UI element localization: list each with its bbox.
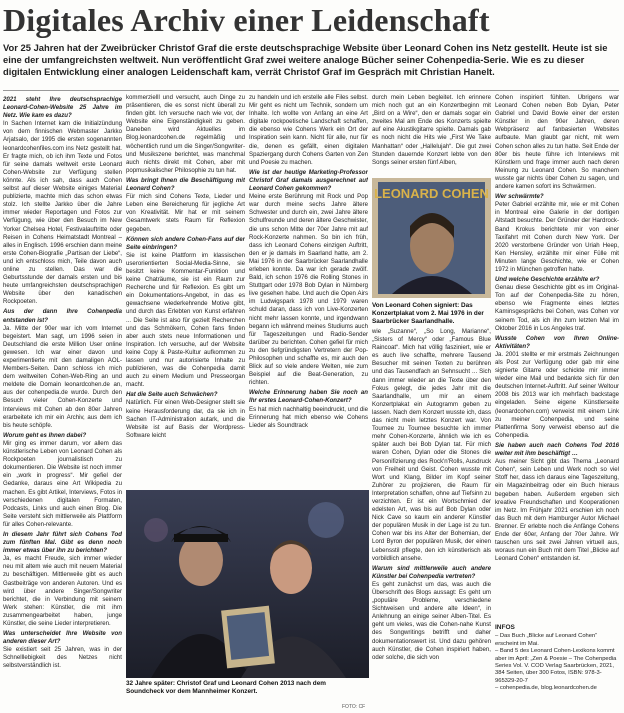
info-item: – Das Buch „Blicke auf Leonard Cohen“ erscheint im Mai.	[495, 633, 619, 648]
interview-question: Und welche Geschichte erzählte er?	[495, 276, 600, 284]
interview-answer: Ja. Mitte der 90er war ich vom Internet begeistert. Man sagt, um 1996 seien in Deutschland die erste Million User online gewesen. Ich war einer davon und experimentierte mit den damaligen AOL-Members-Seiten. Dann schloss ich mich dem weltweiten Cohen-Web-Ring an und meldete die Domain leonardcohen.de an, aus der cohenpedia.de wurde. Durch den Besuch vieler Cohen-Konzerte und Interviews mit Cohen ab den 80er Jahren erarbeitete ich mir ein Archiv, aus dem ich bis heute schöpfe.	[3, 324, 122, 429]
interview-answer: Ja, es macht Freude, sich immer wieder neu mit altem wie auch mit neuem Material zu beschäftigen. Mittlerweile gibt es auch Gastbeiträge von anderen Autoren. Und es wird über andere Singer/Songwriter berichtet, die in Verbindung mit seinem Werk stehen: Künstler, die mit ihm zusammengearbeitet haben, junge Künstler, die seine Lieder interpretieren.	[3, 555, 122, 627]
interview-answer: Meine erste Berührung mit Rock und Pop war durch meine sechs Jahre ältere Schwester und durch ein, zwei Jahre ältere Schulfreunde und deren ältere Geschwister, die uns schon Mitte der 70er Jahre mit auf Rock-Konzerte nahmen. So bin ich früh, dass ich Leonard Cohens einzigen Auftritt, den er je damals im Saarland hatte, am 2. Mai 1976 in der Saarbrücker Saarlandhalle erleben konnte. Da war ich gerade zwölf. Bald, ich schon 1976 die Rolling Stones in Stuttgart oder 1978 Bob Dylan in Nürnberg live gesehen habe. Und auch die Open Airs im Ludwigspark 1978 und 1979 waren schuld daran, dass ich von Live-Konzerten nicht mehr lassen konnte, und irgendwann begann ich während meines Studiums auch für Tageszeitungen und Radio-Sender darüber zu berichten. Cohen gefiel für mich zu den tiefgründigsten Vertretern der Pop-Philosophen und schaffte es, mir auch den Blick auf so viele andere Welten, wie zum Beispiel auf die Beat-Generation, zu richten.	[249, 193, 368, 387]
interview-answer: Es geht zunächst um das, was auch die Überschrift des Blogs aussagt: Es geht um „populäre Probleme, verschiedene Sichtweisen und andere alte Ideen“, in Anlehnung an einige seiner Alben-Titel. Es geht um vieles, was die Cohen-nahe Kunst des Songwritings betrifft und daher dokumentationswert ist. Und dazu gehören auch Künstler, die Cohen inspiriert haben, oder solche, die sich von	[372, 580, 491, 661]
column-4-continued	[372, 328, 491, 710]
interview-answer: wie „Suzanne“, „So Long, Marianne“, „Sisters of Mercy“ oder „Famous Blue Raincoat“. Mich hat völlig fasziniert, wie er es auch live schaffte, mehrere Tausend Besucher mit seinen Texten zu berühren und das Tausendfach an Sehnsucht ... Sich dann immer wieder an die Texte über den Fokus gelegt, die jedes Jahr mit die Saarlandhalle, um mir an einem Konzertplakat ein Autogramm geben zu lassen. Nach dem Konzert wusste ich, dass das nicht mein letztes Konzert war. Von Tournee zu Tournee besuchte ich immer mehr Cohen-Konzerte, ähnlich wie ich es später auch bei Bob Dylan tat. Für mich waren Cohen, Dylan oder die Stones die Personifizierung des Rock'n'Rolls, Ausdruck von Freiheit und Geist. Cohen wusste mit Wort und Klang, Bilder im Kopf seiner Zuhörer zu projizieren, die Raum für Interpretation schaffen, ohne auf Tiefsinn zu verzichten. Er ist ein Wortschmied der edelsten Art, was bis auf Bob Dylan oder Nick Cave so kaum ein anderer Künstler der populären Musik in der Lage ist zu tun. Cohen war bis ins Alter der Bohemian, der Lord Byron der populären Musik, der einen Lebensstil pflegte, den ich künstlerisch als vorbildlich ansehe.	[372, 328, 491, 562]
column-1	[3, 94, 122, 710]
info-list	[495, 633, 619, 692]
info-item: – cohenpedia.de, blog.leonardcohen.de	[495, 685, 619, 692]
interview-answer: durch mein Leben begleitet. Ich erinnere mich noch gut an ein Konzertbeginn mit „Bird on a Wire“, den er damals sogar ein zweites Mal am Ende des Konzerts spielte auf eine Akustikgitarre spielte. Damals gab es noch nicht die Hits wie „First We Take Manhattan“ oder „Hallelujah“. Die gut zwei Stunden dauernde Konzert lebte von den Songs seiner ersten fünf Alben,	[372, 94, 491, 166]
interview-answer: Cohen inspiriert fühlten. Übrigens war Leonard Cohen neben Bob Dylan, Peter Gabriel und David Bowie einer der ersten Künstler in den 90er Jahren, deren Webpräsenz auf fanbasierten Websites aufbaute. Man glaubt gar nicht, mit wem Cohen schon alles zu tun hatte. Seit Ende der 80er bis heute führe ich Interviews mit Künstlern und frage immer auch nach deren Meinung zu Leonard Cohen. So manchem wusste gar nichts über Cohen zu sagen, und andere kamen sofort ins Schwärmen.	[495, 94, 619, 191]
interview-question: Können sich andere Cohen-Fans auf der Seite einbringen?	[126, 235, 245, 251]
interview-question: 2021 steht Ihre deutschsprachige Leonard-Cohen-Website 25 Jahre im Netz. Wie kam es dazu?	[3, 96, 122, 120]
interview-answer: Peter Gabriel erzählte mir, wie er mit Cohen in Montreal eine Galerie in der dortigen Altstadt besuchte. Der Gründer der Hardrock-Band Krokus berichtete mir von einer Taxifahrt mit Cohen durch New York. Der 2020 verstorbene Gründer von Uriah Heep, Ken Hensley, erzählte mir einer Fülle mit Minuten lange Geschichte, wie er Cohen 1972 in München getroffen hatte.	[495, 201, 619, 273]
interview-question: In diesem Jahr führt sich Cohens Tod zum fünften Mal. Gibt es denn noch immer etwas über ihn zu berichten?	[3, 530, 122, 555]
interview-question: Wer schwärmte?	[495, 193, 544, 201]
interview-answer: Genau diese Geschichte gibt es im Original-Ton auf der Cohenpedia-Site zu hören, ebenso wie Fragmente eines letztes Kaminsgesprächs bei Cohen, was Cohen vor seinem Tod, als ich ihn zum letzten Mal im Oktober 2016 in Los Angeles traf.	[495, 284, 619, 332]
column-5	[495, 94, 619, 710]
interview-answer: Natürlich. Für einen Web-Designer stellt sie keine Herausforderung dar, da sie ich in Sachen IT-Administration autark, und die Website ist auf Basis der Wordpress-Software leicht	[126, 399, 245, 439]
poster-photo	[372, 178, 491, 298]
divider	[3, 90, 619, 91]
interview-answer: kommerzielll und versucht, auch Dinge zu präsentieren, die es sonst nicht überall zu finden gibt. Ich versuche nach wie vor, der Website eine Eigenständigkeit zu geben. Daneben wird Aktuelles im Blog.leonardcohen.de regelmäßig und wöchentlich rund um die Singer/Songwriter- und Musikszene berichtet, was manchmal auch nichts direkt mit Cohen, aber mit popmusikalischer Philosophie zu tun hat.	[126, 94, 245, 174]
interview-answer: Sie existiert seit 25 Jahren, was in der Schnelllebigkeit des Netzes nicht selbstverständlich ist.	[3, 646, 122, 670]
photo-credit: FOTO: CF	[342, 704, 366, 710]
info-item: – Band 5 des Leonard Cohen-Lexikons kommt aber im April: „Zen & Poesie – The Cohenpedia Series Vol. V. COD Verlag Saarbrücken, 2021, 384 Seiten, über 300 Fotos, ISBN: 978-3-965329-20-7	[495, 648, 619, 685]
concert-photo	[126, 490, 369, 678]
column-3	[249, 94, 368, 488]
caption-concert: 32 Jahre später: Christof Graf und Leonard Cohen 2013 nach dem Soundcheck vor dem Mannheimer Konzert.	[126, 680, 326, 695]
interview-question: Welche Erinnerung haben Sie noch an Ihr erstes Leonard-Cohen-Konzert?	[249, 389, 368, 405]
interview-question: Was unterscheidet Ihre Website von anderen dieser Art?	[3, 630, 122, 646]
interview-answer: In Sachen Internet kam die Initialzündung von dem finnischen Webmaster Jarkko Arjatsalo, der 1995 die ersten sogenannten leonardcohenfiles.com ins Netz gestellt hat. Er fragte mich, ob ich ihm Texte und Fotos für seine damals weltweit erste Leonard Cohen-Website zur Verfügung stellen könnte. Als ich sah, dass auch Cohen selbst auf dieser Website einiges Material publizierte, machte mich das schon etwas stolz. Ich stellte Jarkko über die Jahre immer wieder Reportagen und Fotos zur Verfügung, wie über den Besuch im New Yorker Chelsea Hotel, Festivalauftritte oder Reisen in Cohens Heimatstadt Montreal – alles in Englisch. 1996 erschien dann meine erste Cohen-Biografie „Partisan der Liebe“, und ich entschloss mich, Teile davon auch online zu stellen. Das war die Geburtsstunde der damals ersten und bis heute umfangreichsten deutschsprachigen Website über den kanadischen Rockpoeten.	[3, 120, 122, 306]
interview-question: Worum geht es Ihnen dabei?	[3, 431, 87, 439]
interview-answer: Es hat mich nachhaltig beeindruckt, und die Erinnerung hat mich ebenso wie Cohens Lieder als Soundtrack	[249, 405, 368, 429]
interview-answer: Mir ging es immer darum, vor allem das künstlerische Leben von Leonard Cohen als Rockpoeten journalistisch zu dokumentieren. Die Website ist noch immer ein „work in progress“. Mir gefiel der Gedanke, daraus eine Art Wikipedia zu machen. Es gibt Artikel, Interviews, Fotos in verschiedenen digitalen Formaten, Podcasts, Links und auch einen Blog. Die Seite versteht sich mittlerweile als Plattform für alles Cohen-relevante.	[3, 439, 122, 528]
info-box	[495, 624, 619, 693]
interview-question: Wusste Cohen von Ihren Online-Aktivitäten?	[495, 334, 619, 350]
poster-title: LEONARD COHEN	[374, 186, 489, 201]
interview-question: Aus der dann Ihre Cohenpedia entstanden ist?	[3, 308, 122, 324]
interview-question: Warum sind mittlerweile auch andere Künstler bei Cohenpedia vertreten?	[372, 564, 491, 580]
lead-paragraph: Vor 25 Jahren hat der Zweibrücker Christof Graf die erste deutschsprachige Website über Leonard Cohen ins Netz gestellt. Heute ist sie eine der umfangreichsten weltweit. Nun veröffentlicht Graf zwei weitere analoge Bücher seiner Cohenpedia-Serie. Wie es zu dieser digitalen Entwicklung einer analogen Leidenschaft kam, verrät Christof Graf im Gespräch mit Christian Hanelt.	[3, 42, 608, 77]
interview-question: Was bringt Ihnen die Beschäftigung mit Leonard Cohen?	[126, 176, 245, 193]
interview-answer: Aus meiner Sicht gibt das Thema „Leonard Cohen“, sein Leben und Werk noch so viel Stoff her, dass ich daraus eine Tageszeitung, ein Magazinbeitrag oder ein Buch hieraus begeben haben. Außerdem ergeben sich kreative Freundschaften und Kooperationen im Netz. Im Frühjahr 2021 erschien ich noch das Buch mit dem Hamburger Autor Michael Brenner. Er erlebte noch die Anfänge Cohens Ende der 60er, Anfang der 70er Jahre. Wir tauschen uns seit zwei Jahren virtuell aus, woraus nun ein Buch mit dem Titel „Blicke auf Leonard Cohen“ entstanden ist.	[495, 458, 619, 563]
info-title: INFOS	[495, 624, 515, 631]
interview-answer: zu handeln und ich erstelle alle Files selbst. Mir geht es nicht um Technik, sondern um Inhalte. Ich wollte von Anfang an eine Art digitale rockpoetische Landschaft schaffen, die ebenso wie Cohens Werk ein Ort der Inspiration sein kann. Nicht für alle, nur für die, denen es gefällt, einen digitalen Spaziergang durch Cohens Garten von Zen und Poesie zu machen.	[249, 94, 368, 166]
headline: Digitales Archiv einer Leidenschaft	[3, 2, 490, 38]
interview-answer: Für mich sind Cohens Texte, Lieder und Leben eine Bereicherung für jegliche Art von Kreativität. Mir hat er mit seinem Gesamtwerk stets Raum für Reflexion gegeben.	[126, 193, 245, 233]
interview-question: Wie ist der heutige Marketing-Professor Christof Graf damals ausgerechnet auf Leonard Cohen gekommen?	[249, 168, 368, 193]
interview-answer: Ja. 2001 stellte er mir erstmals Zeichnungen als Post zur Verfügung oder gab mir eine signierte Gitarre oder schickte mir immer wieder eine Mail und bedankte sich für den deutschen Internet-Auftritt. Auf seiner Weltour 2008 bis 2013 war ich mehrfach backstage eingeladen. Seine eigene Künstlerseite (leonardcohen.com) verweist mit einem Link zu meiner Cohenpedia, und seine Plattenfirma Sony verweist ebenso auf die Cohenpedia.	[495, 350, 619, 439]
interview-question: Hat die Seite auch Schwächen?	[126, 391, 218, 399]
column-2	[126, 94, 245, 488]
interview-answer: Sie ist keine Plattform im klassischen userorientierten Social-Media-Sinne, sie besitzt keine Kommentar-Funktion und keine Chaträume, sie ist ein Raum zur Recherche und für Reflexion. Es gibt um ein Dokumentations-Angebot, in das es gewachsene wiederkehrende Motive gibt, und durch das Erlebten von Kunst erfahren ... Die Seite ist also für gezielt Recherchen und das Schmökern, Cohen fans finden aber auch stets neue Informationen und Inspiration. Ich versuche, auf der Website keine Copy & Paste-Kultur aufkommen zu lassen und nur autorisierte Inhalte zu publizieren, was die Cohenpedia damit auch zu einem Medium und Presseorgan macht.	[126, 251, 245, 389]
caption-poster: Von Leonard Cohen signiert: Das Konzertplakat vom 2. Mai 1976 in der Saarbrücker Saarlandhalle.	[372, 302, 484, 325]
interview-question: Sie haben auch nach Cohens Tod 2016 weiter mit ihm beschäftigt …	[495, 441, 619, 458]
